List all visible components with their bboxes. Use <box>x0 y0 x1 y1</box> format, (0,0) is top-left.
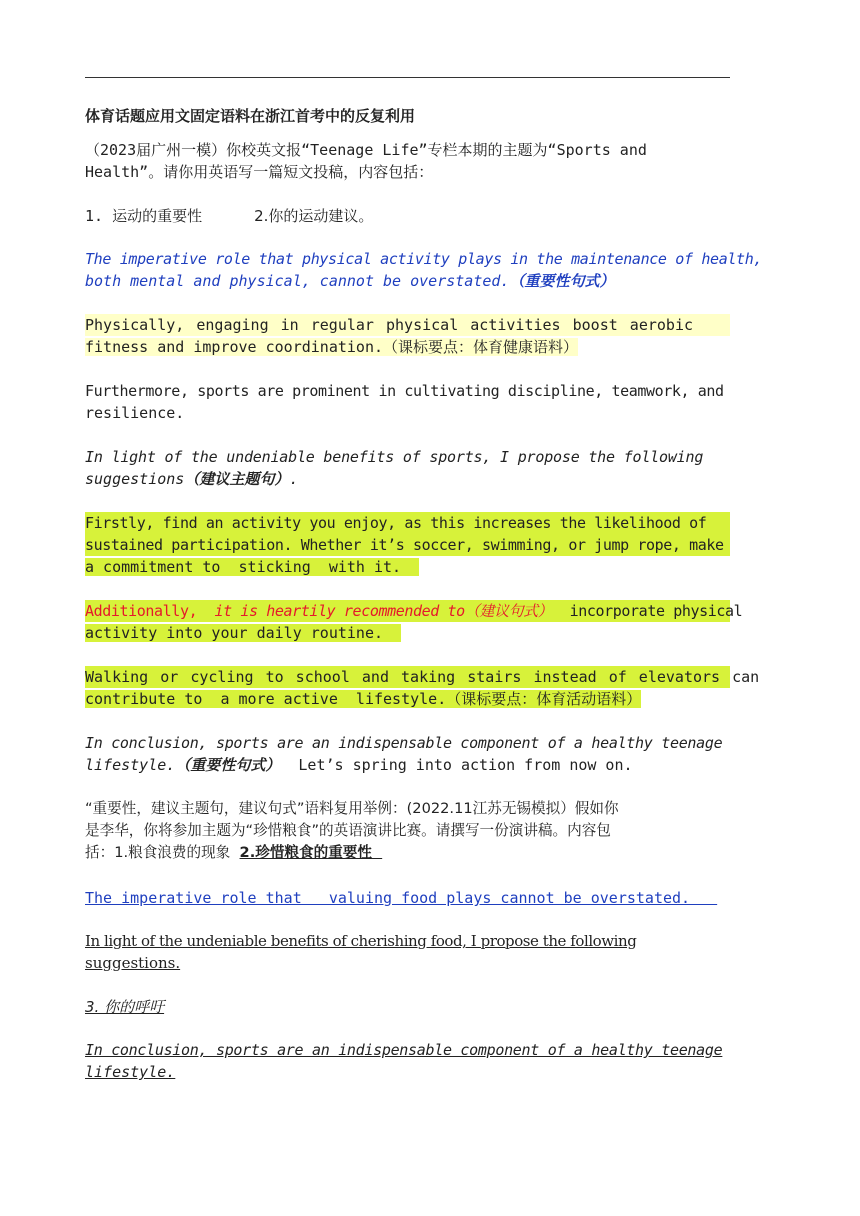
food-conclusion-line-2: lifestyle. <box>85 1063 176 1081</box>
walking-line-2: contribute to a more active lifestyle. <box>85 690 447 708</box>
physical-paragraph <box>85 314 730 358</box>
heading: 体育话题应用文固定语料在浙江首考中的反复利用 <box>85 107 416 125</box>
importance-line-1: The imperative role that physical activity plays in the maintenance of health, <box>85 250 763 268</box>
example-point-2: 2.珍惜粮食的重要性 <box>239 844 383 861</box>
firstly-line-1: Firstly, find an activity you enjoy, as this increases the likelihood of <box>85 512 730 534</box>
physical-line-1: Physically, engaging in regular physical activities boost aerobic <box>85 314 730 336</box>
in-light-line-1: In light of the undeniable benefits of sports, I propose the following <box>85 448 704 466</box>
food-suggestion-line-2: suggestions. <box>85 954 181 972</box>
task-description <box>85 139 730 183</box>
additionally-paragraph <box>85 600 743 644</box>
food-conclusion-line-1: In conclusion, sports are an indispensable component of a healthy teenage <box>85 1041 723 1059</box>
in-light-paragraph <box>85 446 730 490</box>
in-light-period: . <box>289 470 299 488</box>
conclusion-line-1: In conclusion, sports are an indispensable component of a healthy teenage <box>85 734 723 752</box>
point-2: 2.你的运动建议。 <box>254 207 374 225</box>
in-light-tag: （建议主题句） <box>184 470 290 488</box>
additionally-line-1-rest: incorporate physical <box>552 602 743 620</box>
firstly-line-2: sustained participation. Whether it’s soccer, swimming, or jump rope, make <box>85 534 730 556</box>
importance-tag: （重要性句式） <box>509 272 615 290</box>
example-line-2: 是李华，你将参加主题为“珍惜粮食”的英语演讲比赛。请撰写一份演讲稿。内容包 <box>85 822 611 839</box>
food-suggestion-line-1: In light of the undeniable benefits of cherishing food, I propose the following <box>85 932 637 950</box>
firstly-line-3: a commitment to sticking with it. <box>85 558 420 576</box>
conclusion-line-2: lifestyle. <box>85 756 176 774</box>
point-1: 1. 运动的重要性 <box>85 207 203 225</box>
walking-tag: （课标要点：体育活动语料） <box>446 690 642 708</box>
example-paragraph <box>85 798 730 864</box>
furthermore-paragraph <box>85 380 730 424</box>
physical-line-2: fitness and improve coordination. <box>85 338 384 356</box>
furthermore-line-2: resilience. <box>85 404 185 422</box>
importance-paragraph <box>85 248 763 292</box>
conclusion-tag: （重要性句式） <box>175 756 281 774</box>
additionally-word: Additionally, <box>85 602 215 620</box>
food-importance-line: The imperative role that valuing food plays cannot be overstated. <box>85 889 718 907</box>
task-line-2: Health”。请你用英语写一篇短文投稿，内容包括： <box>85 163 434 181</box>
walking-line-1: Walking or cycling to school and taking stairs instead of elevators can <box>85 668 760 686</box>
task-points <box>85 205 730 227</box>
task-line-1: （2023届广州一模）你校英文报“Teenage Life”专栏本期的主题为“Sports and <box>85 141 647 159</box>
physical-tag: （课标要点：体育健康语料） <box>383 338 579 356</box>
additionally-line-2: activity into your daily routine. <box>85 624 402 642</box>
example-line-3: 括：1.粮食浪费的现象 <box>85 844 240 861</box>
walking-paragraph <box>85 666 760 710</box>
importance-line-2: both mental and physical, cannot be overstated. <box>85 272 510 290</box>
conclusion-line-2-rest: Let’s spring into action from now on. <box>280 756 633 774</box>
in-light-line-2: suggestions <box>85 470 185 488</box>
food-conclusion-paragraph <box>85 1039 730 1083</box>
food-suggestion-paragraph <box>85 930 730 974</box>
firstly-paragraph <box>85 512 730 578</box>
recommend-phrase: it is heartily recommended to（建议句式） <box>214 602 553 620</box>
header-rule <box>85 77 730 78</box>
conclusion-paragraph <box>85 732 730 776</box>
furthermore-line-1: Furthermore, sports are prominent in cultivating discipline, teamwork, and <box>85 382 724 400</box>
point-3-heading: 3. 你的呼吁 <box>85 998 165 1016</box>
example-line-1: “重要性，建议主题句，建议句式”语料复用举例：(2022.11江苏无锡模拟）假如你 <box>85 800 619 817</box>
